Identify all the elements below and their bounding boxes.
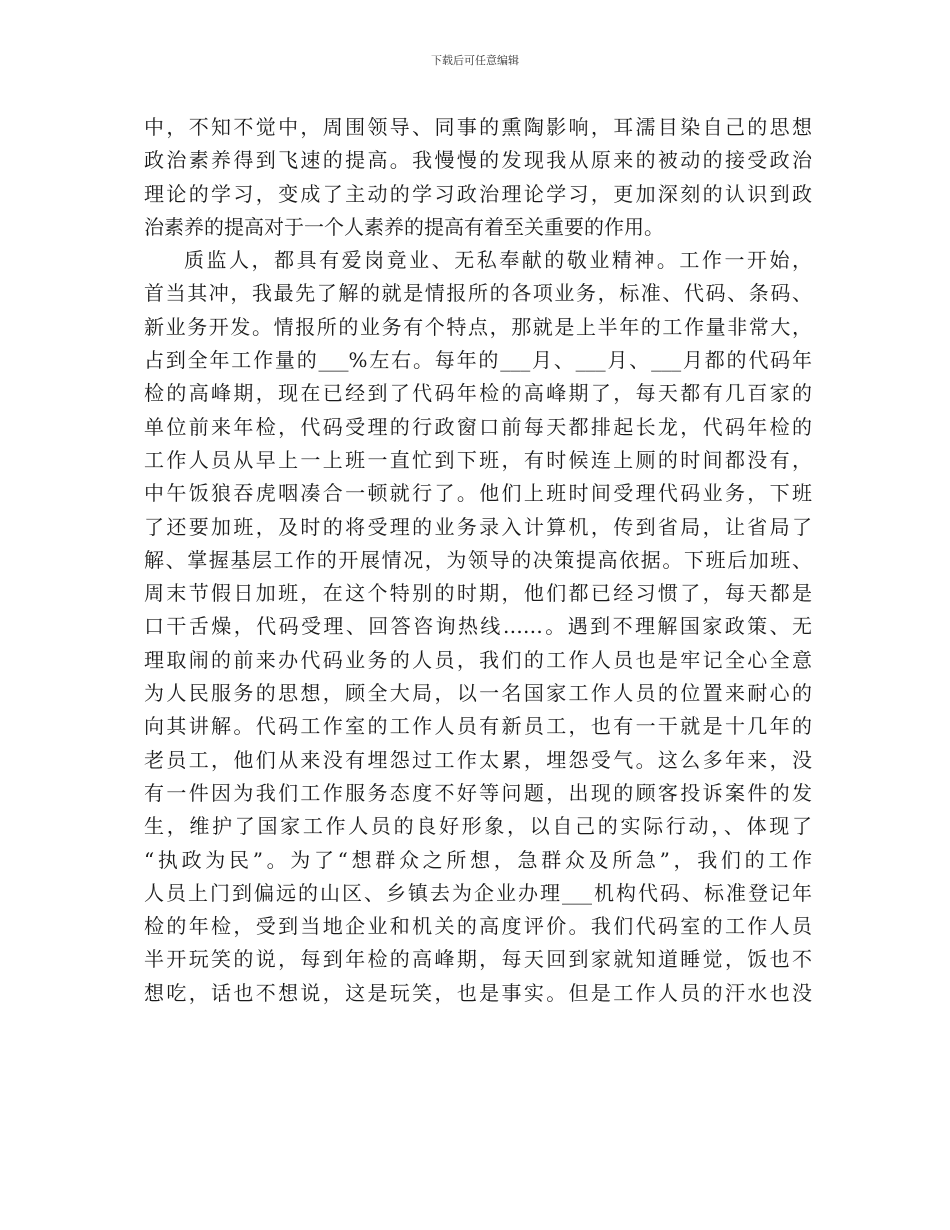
- text-line: 老员工，他们从来没有埋怨过工作太累，埋怨受气。这么多年来，没: [144, 747, 812, 772]
- text-line: 了还要加班，及时的将受理的业务录入计算机，传到省局，让省局了: [144, 514, 812, 539]
- text-line: 理论的学习，变成了主动的学习政治理论学习，更加深刻的认识到政: [144, 181, 812, 206]
- text-line: 中午饭狼吞虎咽凑合一顿就行了。他们上班时间受理代码业务，下班: [144, 481, 812, 506]
- text-line: 解、掌握基层工作的开展情况，为领导的决策提高依据。下班后加班、: [144, 547, 812, 572]
- text-line: 治素养的提高对于一个人素养的提高有着至关重要的作用。: [144, 214, 664, 239]
- text-line: 人员上门到偏远的山区、乡镇去为企业办理___机构代码、标准登记年: [144, 880, 812, 905]
- text-line: 检的高峰期，现在已经到了代码年检的高峰期了，每天都有几百家的: [144, 381, 812, 406]
- text-line: 周末节假日加班，在这个特别的时期，他们都已经习惯了，每天都是: [144, 581, 812, 606]
- text-line: 占到全年工作量的___%左右。每年的___月、___月、___月都的代码年: [144, 348, 812, 373]
- text-line: 单位前来年检，代码受理的行政窗口前每天都排起长龙，代码年检的: [144, 414, 812, 439]
- text-line: 为人民服务的思想，顾全大局，以一名国家工作人员的位置来耐心的: [144, 681, 812, 706]
- text-line: 理取闹的前来办代码业务的人员，我们的工作人员也是牢记全心全意: [144, 647, 812, 672]
- text-line: 中，不知不觉中，周围领导、同事的熏陶影响，耳濡目染自己的思想: [144, 115, 812, 139]
- body-text: [144, 111, 812, 1010]
- text-line: 有一件因为我们工作服务态度不好等问题，出现的顾客投诉案件的发: [144, 780, 812, 805]
- text-line: 向其讲解。代码工作室的工作人员有新员工，也有一干就是十几年的: [144, 714, 812, 739]
- page-header: 下载后可任意编辑: [431, 54, 519, 67]
- text-line: 工作人员从早上一上班一直忙到下班，有时候连上厕的时间都没有，: [144, 447, 812, 472]
- text-line: “执政为民”。为了“想群众之所想，急群众及所急”，我们的工作: [144, 847, 812, 872]
- text-line: 半开玩笑的说，每到年检的高峰期，每天回到家就知道睡觉，饭也不: [144, 947, 812, 972]
- text-line: 政治素养得到飞速的提高。我慢慢的发现我从原来的被动的接受政治: [144, 148, 812, 173]
- text-line: 口干舌燥，代码受理、回答咨询热线……。遇到不理解国家政策、无: [144, 614, 812, 639]
- text-line: 质监人，都具有爱岗竟业、无私奉献的敬业精神。工作一开始，: [184, 248, 812, 273]
- text-line: 首当其冲，我最先了解的就是情报所的各项业务，标准、代码、条码、: [144, 281, 812, 306]
- text-line: 生，维护了国家工作人员的良好形象，以自己的实际行动，、体现了: [144, 814, 812, 839]
- text-line: 新业务开发。情报所的业务有个特点，那就是上半年的工作量非常大，: [144, 314, 812, 339]
- text-line: 检的年检，受到当地企业和机关的高度评价。我们代码室的工作人员: [144, 914, 812, 939]
- text-line: 想吃，话也不想说，这是玩笑，也是事实。但是工作人员的汗水也没: [144, 980, 812, 1005]
